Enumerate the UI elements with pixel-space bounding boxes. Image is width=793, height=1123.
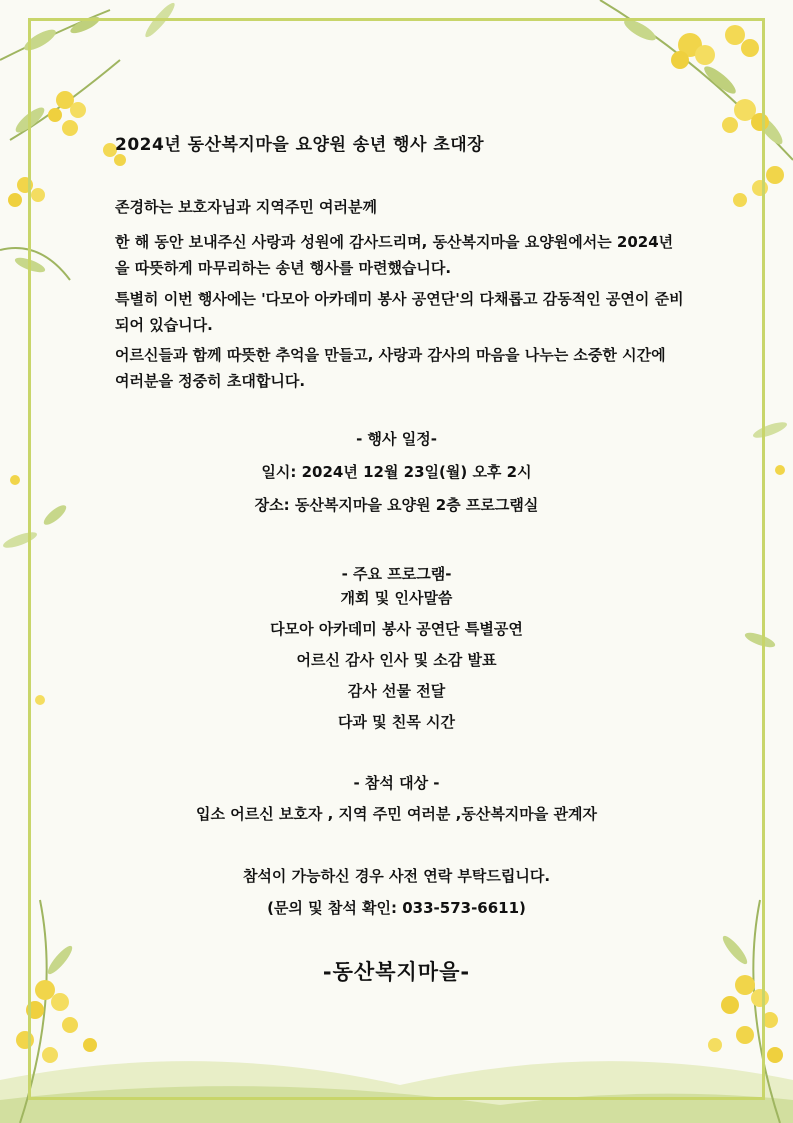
schedule-heading: - 행사 일정- (356, 430, 437, 448)
greeting-line: 존경하는 보호자님과 지역주민 여러분께 (115, 198, 377, 216)
program-item: 다모아 아카데미 봉사 공연단 특별공연 (270, 620, 523, 638)
program-item: 개회 및 인사말씀 (340, 589, 453, 607)
intro-paragraph: 한 해 동안 보내주신 사랑과 성원에 감사드리며, 동산복지마을 요양원에서는 2024년을 따뜻하게 마무리하는 송년 행사를 마련했습니다. (115, 233, 674, 277)
attendees-text: 입소 어르신 보호자 , 지역 주민 여러분 ,동산복지마을 관계자 (196, 805, 597, 823)
program-heading: - 주요 프로그램- (341, 565, 452, 583)
invitation-title: 2024년 동산복지마을 요양원 송년 행사 초대장 (115, 135, 485, 155)
rsvp-request: 참석이 가능하신 경우 사전 연락 부탁드립니다. (242, 867, 551, 885)
event-date: 일시: 2024년 12월 23일(월) 오후 2시 (261, 463, 532, 481)
performance-paragraph: 특별히 이번 행사에는 '다모아 아카데미 봉사 공연단'의 다채롭고 감동적인 공연이 준비되어 있습니다. (115, 290, 684, 334)
organization-signature: -동산복지마을- (322, 960, 471, 984)
invitation-paragraph: 어르신들과 함께 따뜻한 추억을 만들고, 사랑과 감사의 마음을 나누는 소중한 시간에 여러분을 정중히 초대합니다. (115, 346, 666, 390)
event-place: 장소: 동산복지마을 요양원 2층 프로그램실 (254, 496, 539, 514)
attendees-heading: - 참석 대상 - (353, 774, 440, 792)
program-item: 감사 선물 전달 (347, 682, 446, 700)
rsvp-contact: (문의 및 참석 확인: 033-573-6611) (267, 899, 526, 917)
program-item: 어르신 감사 인사 및 소감 발표 (296, 651, 497, 669)
program-item: 다과 및 친목 시간 (337, 713, 456, 731)
